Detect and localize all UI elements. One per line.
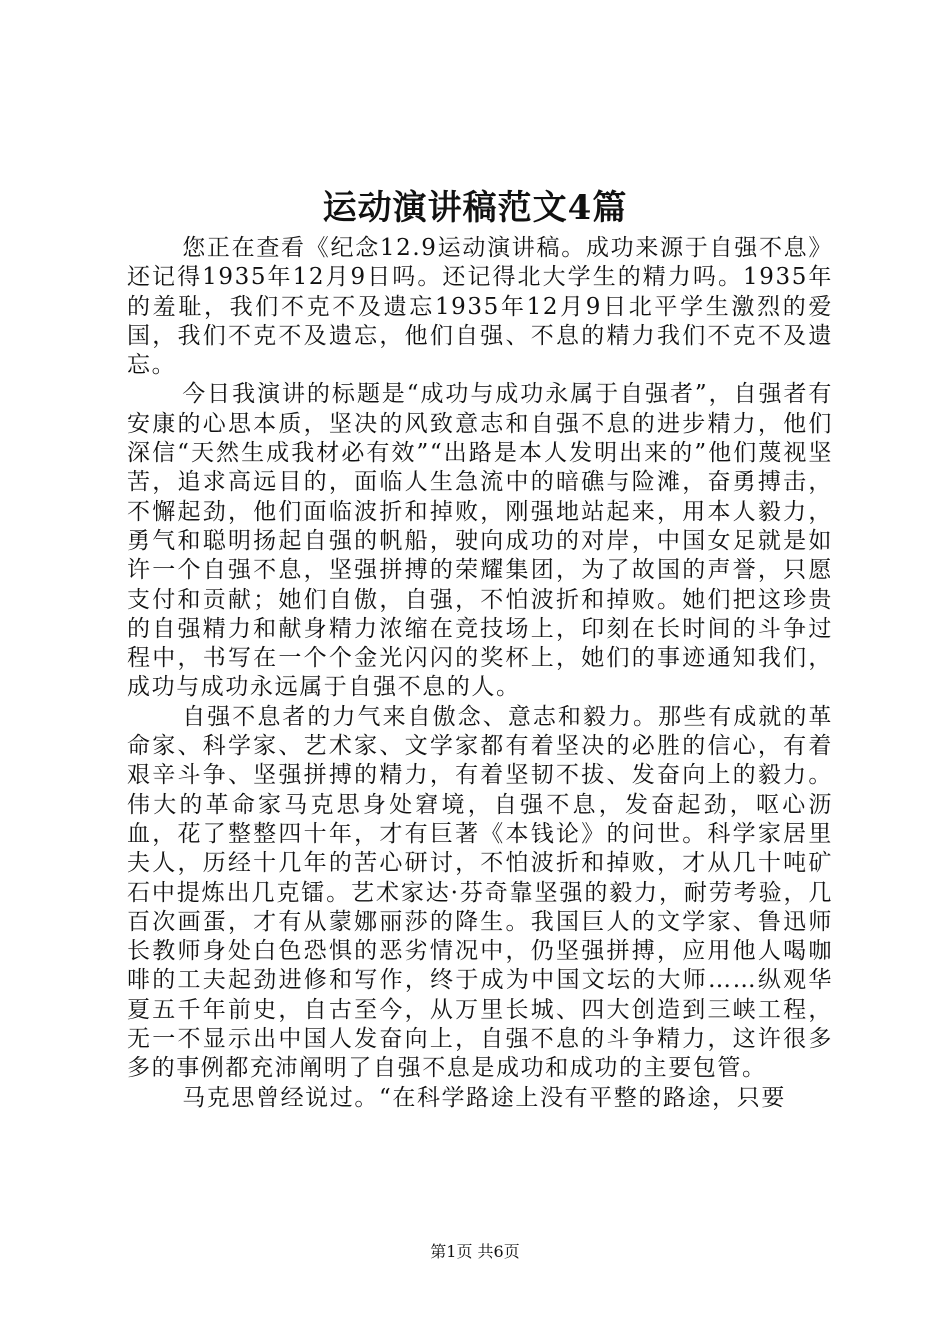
paragraph-1: 您正在查看《纪念12.9运动演讲稿。成功来源于自强不息》还记得1935年12月9日吗。还记得北大学生的精力吗。1935年的羞耻，我们不克不及遗忘1935年12月9日北平学生激烈的爱国，我们不克不及遗忘，他们自强、不息的精力我们不克不及遗忘。 — [127, 235, 833, 379]
document-body — [127, 234, 833, 1113]
paragraph-2: 今日我演讲的标题是“成功与成功永属于自强者”，自强者有安康的心思本质，坚决的风致意志和自强不息的进步精力，他们深信“天然生成我材必有效”“出路是本人发明出来的”他们蔑视坚苦，追求高远目的，面临人生急流中的暗礁与险滩，奋勇搏击，不懈起劲，他们面临波折和掉败，刚强地站起来，用本人毅力，勇气和聪明扬起自强的帆船，驶向成功的对岸，中国女足就是如许一个自强不息，坚强拼搏的荣耀集团，为了故国的声誉，只愿支付和贡献；她们自傲，自强，不怕波折和掉败。她们把这珍贵的自强精力和献身精力浓缩在竞技场上，印刻在长时间的斗争过程中，书写在一个个金光闪闪的奖杯上，她们的事迹通知我们，成功与成功永远属于自强不息的人。 — [127, 381, 833, 701]
paragraph-3: 自强不息者的力气来自傲念、意志和毅力。那些有成就的革命家、科学家、艺术家、文学家都有着坚决的必胜的信心，有着艰辛斗争、坚强拼搏的精力，有着坚韧不拔、发奋向上的毅力。伟大的革命家马克思身处窘境，自强不息，发奋起劲，呕心沥血，花了整整四十年，才有巨著《本钱论》的问世。科学家居里夫人，历经十几年的苦心研讨，不怕波折和掉败，才从几十吨矿石中提炼出几克镭。艺术家达·芬奇靠坚强的毅力，耐劳考验，几百次画蛋，才有从蒙娜丽莎的降生。我国巨人的文学家、鲁迅师长教师身处白色恐惧的恶劣情况中，仍坚强拼搏，应用他人喝咖啡的工夫起劲进修和写作，终于成为中国文坛的大师……纵观华夏五千年前史，自古至今，从万里长城、四大创造到三峡工程，无一不显示出中国人发奋向上，自强不息的斗争精力，这许很多多的事例都充沛阐明了自强不息是成功和成功的主要包管。 — [127, 703, 833, 1082]
paragraph-4: 马克思曾经说过。“在科学路途上没有平整的路途，只要 — [182, 1084, 786, 1111]
page-number-footer: 第1页 共6页 — [430, 1242, 520, 1261]
document-title: 运动演讲稿范文4篇 — [322, 188, 628, 228]
